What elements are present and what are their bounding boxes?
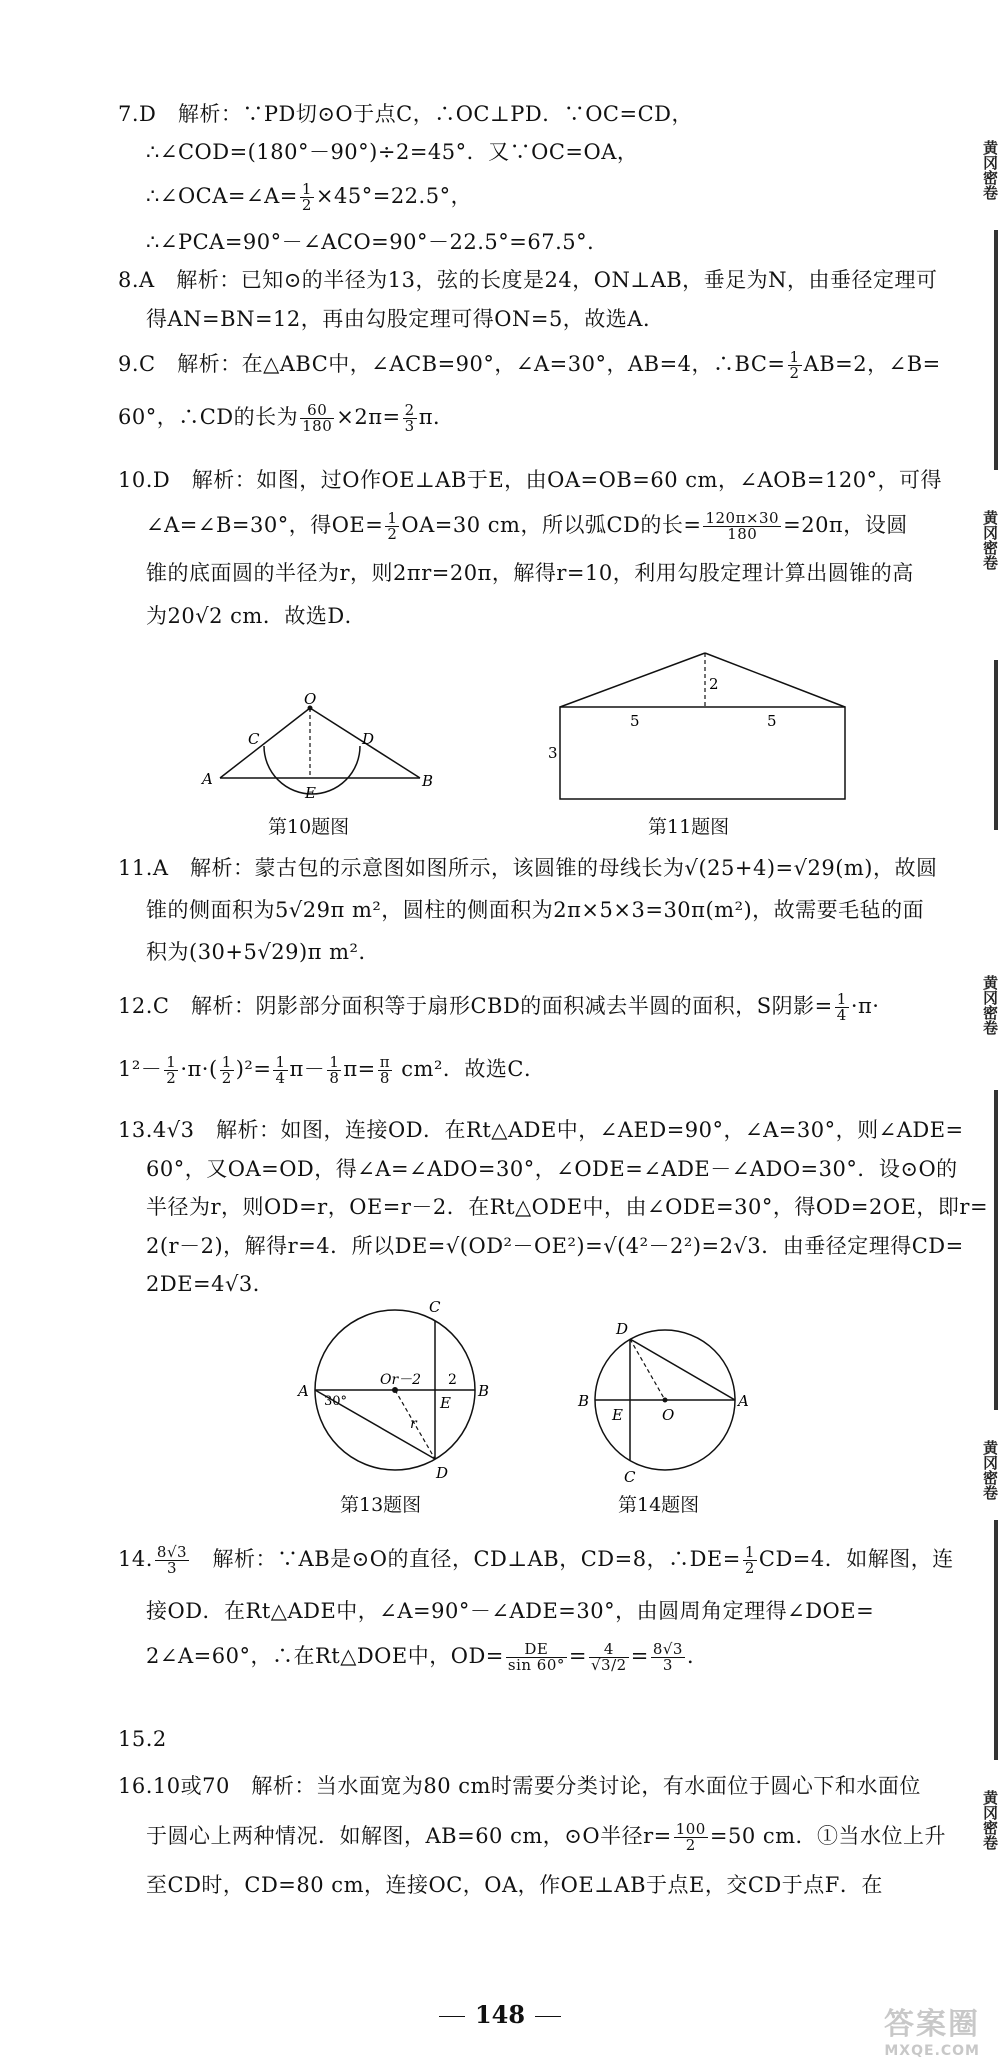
fraction-8r3-3: $\frac{8√3}{3}$ — [652, 1640, 683, 1674]
q11-line-3: 积为(30+5√29)π m²． — [146, 940, 380, 964]
label-E: E — [612, 1406, 623, 1424]
q10-line-2: ∠A=∠B=30°，得OE= $\frac{1}{2}$ OA=30 cm，所以弧CD的长= $\frac{120\pi\times 30}{180}$ =20π，设圆 — [146, 509, 908, 543]
q11-line-1: 11.A 解析：蒙古包的示意图如图所示，该圆锥的母线长为√(25+4)=√29(m)，故圆 — [118, 856, 938, 880]
sidebar-tag: 黄冈密卷 — [981, 1790, 999, 1850]
label-A: A — [738, 1392, 749, 1410]
figure-11-caption: 第11题图 — [648, 816, 730, 838]
sidebar-brand-strip — [978, 0, 1000, 2069]
figure-14-diagram — [570, 1310, 770, 1490]
sidebar-rule — [994, 1520, 998, 1760]
q8-line-2: 得AN=BN=12，再由勾股定理可得ON=5，故选A． — [146, 307, 665, 331]
q16-line-2: 于圆心上两种情况．如解图，AB=60 cm，⊙O半径r= $\frac{100}{2}$ =50 cm．①当水位上升 — [146, 1820, 947, 1854]
q10-line-4: 为20√2 cm．故选D． — [146, 604, 367, 628]
q14-line-3: 2∠A=60°，∴在Rt△DOE中，OD= $\frac{DE}{\sin 60^\circ}$ = $\frac{4}{√3/2}$ = $\frac{8√3}{3}$ ． — [146, 1640, 709, 1674]
label-A: A — [298, 1382, 309, 1400]
fraction-quarter: $\frac{1}{4}$ — [836, 990, 847, 1024]
fraction-100-2: $\frac{100}{2}$ — [675, 1820, 706, 1854]
fraction-de-sin60: $\frac{DE}{\sin 60^\circ}$ — [507, 1640, 565, 1674]
label-cylinder-height: 3 — [548, 744, 558, 762]
q12-line-2: 1²－ $\frac{1}{2}$ ·π·( $\frac{1}{2}$ )²= $\frac{1}{4}$ π－ $\frac{1}{8}$ π= $\frac{\pi}{8}$ cm²．故选C． — [118, 1053, 546, 1087]
q13-line-5: 2DE=4√3． — [146, 1272, 275, 1296]
label-E: E — [305, 784, 316, 802]
label-r: r — [410, 1416, 417, 1432]
label-C: C — [429, 1298, 441, 1316]
sidebar-rule — [994, 230, 998, 470]
label-B: B — [578, 1392, 590, 1410]
figure-11-diagram — [545, 645, 855, 805]
label-radius-right: 5 — [767, 712, 777, 730]
figure-13-diagram — [290, 1290, 520, 1490]
fraction-half: $\frac{1}{2}$ — [387, 509, 398, 543]
label-radius-left: 5 — [630, 712, 640, 730]
sidebar-tag: 黄冈密卷 — [981, 1440, 999, 1500]
label-height: 2 — [709, 675, 719, 693]
fraction-pi-eighth: $\frac{\pi}{8}$ — [379, 1053, 391, 1087]
q11-line-2: 锥的侧面积为5√29π m²，圆柱的侧面积为2π×5×3=30π(m²)，故需要毛毡的面 — [146, 898, 925, 922]
fraction-half: $\frac{1}{2}$ — [221, 1053, 232, 1087]
fraction-half: $\frac{1}{2}$ — [789, 348, 800, 382]
watermark-logo: 答案圈 MXQE.COM — [884, 2007, 980, 2059]
label-C: C — [624, 1468, 636, 1486]
fraction-arc-length: $\frac{120\pi\times 30}{180}$ — [705, 509, 780, 543]
fraction-60-180: $\frac{60}{180}$ — [302, 401, 333, 435]
figure-13-caption: 第13题图 — [340, 1494, 422, 1516]
sidebar-rule — [994, 660, 998, 830]
label-C: C — [248, 730, 260, 748]
figure-10-caption: 第10题图 — [268, 816, 350, 838]
fraction-8r3-3: $\frac{8√3}{3}$ — [156, 1543, 188, 1577]
label-D: D — [362, 730, 375, 748]
fraction-half: $\frac{1}{2}$ — [301, 180, 312, 214]
label-A: A — [202, 770, 213, 788]
q8-line-1: 8.A 解析：已知⊙的半径为13，弦的长度是24，ON⊥AB，垂足为N，由垂径定理可 — [118, 268, 938, 292]
fraction-eighth: $\frac{1}{8}$ — [329, 1053, 340, 1087]
q13-line-3: 半径为r，则OD=r，OE=r－2．在Rt△ODE中，由∠ODE=30°，得OD=2OE，即r= — [146, 1195, 989, 1219]
q13-line-2: 60°，又OA=OD，得∠A=∠ADO=30°，∠ODE=∠ADE－∠ADO=30°．设⊙O的 — [146, 1157, 958, 1181]
page-number: 148 — [0, 2000, 1000, 2029]
label-O: O — [662, 1406, 675, 1424]
q7-line-4: ∴∠PCA=90°－∠ACO=90°－22.5°=67.5°． — [146, 230, 609, 254]
q15-line: 15.2 — [118, 1727, 167, 1751]
label-B: B — [478, 1382, 490, 1400]
q13-line-1: 13.4√3 解析：如图，连接OD．在Rt△ADE中，∠AED=90°，∠A=30°，则∠ADE= — [118, 1118, 964, 1142]
label-D: D — [616, 1320, 629, 1338]
label-angle: 30° — [324, 1394, 348, 1409]
label-2: 2 — [448, 1372, 457, 1388]
q9-line-2: 60°，∴CD的长为 $\frac{60}{180}$ ×2π= $\frac{2}{3}$ π． — [118, 401, 455, 435]
q7-line-2: ∴∠COD=(180°－90°)÷2=45°．又∵OC=OA， — [146, 140, 639, 164]
q9-line-1: 9.C 解析：在△ABC中，∠ACB=90°，∠A=30°，AB=4，∴BC= $\frac{1}{2}$ AB=2，∠B= — [118, 348, 941, 382]
label-D: D — [436, 1464, 449, 1482]
sidebar-tag: 黄冈密卷 — [981, 510, 999, 570]
fraction-half: $\frac{1}{2}$ — [744, 1543, 755, 1577]
label-O: O — [304, 690, 317, 708]
q16-line-1: 16.10或70 解析：当水面宽为80 cm时需要分类讨论，有水面位于圆心下和水面位 — [118, 1774, 921, 1798]
q12-line-1: 12.C 解析：阴影部分面积等于扇形CBD的面积减去半圆的面积，S阴影= $\frac{1}{4}$ ·π· — [118, 990, 880, 1024]
q14-line-2: 接OD．在Rt△ADE中，∠A=90°－∠ADE=30°，由圆周角定理得∠DOE= — [146, 1599, 875, 1623]
sidebar-tag: 黄冈密卷 — [981, 140, 999, 200]
q10-line-3: 锥的底面圆的半径为r，则2πr=20π，解得r=10，利用勾股定理计算出圆锥的高 — [146, 561, 914, 585]
label-E: E — [440, 1394, 451, 1412]
fraction-quarter: $\frac{1}{4}$ — [275, 1053, 286, 1087]
fraction-2-3: $\frac{2}{3}$ — [404, 401, 415, 435]
q7-line-3: ∴∠OCA=∠A= $\frac{1}{2}$ ×45°=22.5°， — [146, 180, 473, 214]
q14-line-1: 14. $\frac{8√3}{3}$ 解析：∵AB是⊙O的直径，CD⊥AB，CD=8，∴DE= $\frac{1}{2}$ CD=4．如解图，连 — [118, 1543, 954, 1577]
label-B: B — [422, 772, 434, 790]
fraction-4: $\frac{4}{√3/2}$ — [591, 1640, 627, 1674]
q7-line-1: 7.D 解析：∵PD切⊙O于点C，∴OC⊥PD．∵OC=CD， — [118, 102, 694, 126]
fraction-half: $\frac{1}{2}$ — [166, 1053, 177, 1087]
figure-14-caption: 第14题图 — [618, 1494, 700, 1516]
q16-line-3: 至CD时，CD=80 cm，连接OC，OA，作OE⊥AB于点E，交CD于点F．在 — [146, 1873, 883, 1897]
sidebar-tag: 黄冈密卷 — [981, 975, 999, 1035]
sidebar-rule — [994, 1090, 998, 1410]
q10-line-1: 10.D 解析：如图，过O作OE⊥AB于E，由OA=OB=60 cm，∠AOB=120°，可得 — [118, 468, 943, 492]
figure-10-diagram — [190, 690, 440, 805]
label-O: Or－2 — [380, 1372, 422, 1388]
q13-line-4: 2(r－2)，解得r=4．所以DE=√(OD²－OE²)=√(4²－2²)=2√3．由垂径定理得CD= — [146, 1234, 964, 1258]
